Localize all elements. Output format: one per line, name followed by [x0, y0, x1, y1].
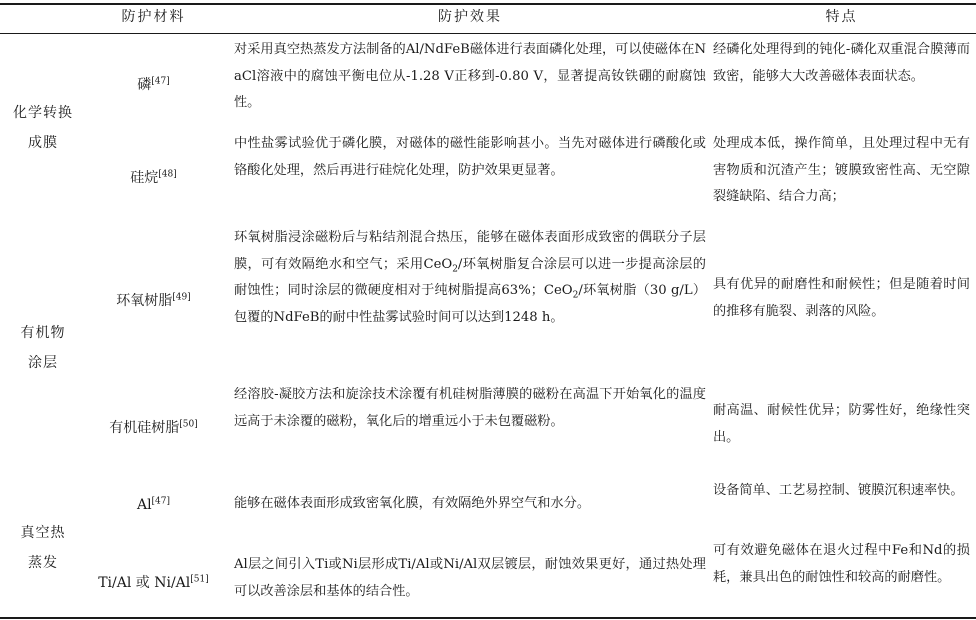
table-bottom-rule	[0, 617, 976, 619]
effect-text-part: 环氧树脂浸涂磁粉后与粘结剂混合热压，能够在磁体表面形成致密的偶联分子层膜，可有效隔绝水和空气；采用CeO	[234, 230, 706, 272]
effect-cell: 经溶胶-凝胶方法和旋涂技术涂覆有机硅树脂薄膜的磁粉在高温下开始氧化的温度远高于未涂覆的磁粉，氧化后的增重远小于未包覆磁粉。	[234, 387, 706, 429]
header-feature: 特点	[825, 9, 858, 25]
table-header-rule	[0, 33, 976, 34]
reference-mark: [50]	[179, 419, 198, 430]
material-name: 有机硅树脂	[109, 420, 180, 436]
category-line: 蒸发	[28, 555, 58, 571]
feature-cell: 处理成本低，操作简单，且处理过程中无有害物质和沉渣产生；镀膜致密性高、无空隙裂缝缺陷、结合力高；	[713, 136, 970, 204]
material-name: Ti/Al 或 Ni/Al	[98, 575, 191, 591]
material-name: 磷	[137, 77, 152, 93]
material-name: 环氧树脂	[116, 293, 173, 309]
feature-cell: 耐高温、耐候性优异；防雾性好，绝缘性突出。	[713, 403, 970, 445]
category-line: 涂层	[28, 355, 58, 371]
category-chemical-conversion	[0, 98, 86, 158]
subscript: 2	[572, 290, 579, 301]
reference-mark: [51]	[190, 574, 209, 585]
effect-cell: 对采用真空热蒸发方法制备的Al/NdFeB磁体进行表面磷化处理，可以使磁体在NaCl溶液中的腐蚀平衡电位从-1.28 V正移到-0.80 V，显著提高钕铁硼的耐腐蚀性。	[234, 42, 706, 110]
material-silicone-resin	[86, 417, 221, 439]
reference-mark: [47]	[151, 496, 171, 507]
effect-cell: Al层之间引入Ti或Ni层形成Ti/Al或Ni/Al双层镀层，耐蚀效果更好，通过热处理可以改善涂层和基体的结合性。	[234, 557, 706, 599]
subscript: 2	[452, 264, 458, 275]
material-ti-al-ni-al	[86, 572, 221, 594]
material-epoxy-resin	[86, 290, 221, 312]
material-silane	[86, 167, 221, 189]
material-aluminum	[86, 494, 221, 516]
header-material: 防护材料	[121, 9, 186, 25]
effect-cell	[234, 225, 706, 331]
category-organic-coating	[0, 318, 86, 378]
material-name: 硅烷	[130, 170, 159, 186]
table-top-rule	[0, 3, 976, 5]
category-line: 真空热	[20, 525, 66, 541]
reference-mark: [49]	[172, 292, 191, 303]
reference-mark: [47]	[151, 76, 170, 87]
effect-text-part: /环氧树脂复合涂层可以进一步提高涂层的耐蚀性；同时涂层的微硬度相对于纯树脂提高63%；CeO	[234, 256, 706, 298]
category-line: 成膜	[28, 135, 58, 151]
category-line: 有机物	[20, 325, 66, 341]
material-name: Al	[136, 497, 152, 513]
effect-cell: 能够在磁体表面形成致密氧化膜，有效隔绝外界空气和水分。	[234, 496, 591, 511]
reference-mark: [48]	[158, 169, 177, 180]
feature-cell: 经磷化处理得到的钝化-磷化双重混合膜薄而致密，能够大大改善磁体表面状态。	[713, 42, 970, 84]
effect-cell: 中性盐雾试验优于磷化膜，对磁体的磁性能影响甚小。当先对磁体进行磷酸化或铬酸化处理，然后再进行硅烷化处理，防护效果更显著。	[234, 136, 706, 178]
feature-cell: 具有优异的耐磨性和耐候性；但是随着时间的推移有脆裂、剥落的风险。	[713, 277, 970, 319]
feature-cell: 可有效避免磁体在退火过程中Fe和Nd的损耗，兼具出色的耐蚀性和较高的耐磨性。	[713, 543, 970, 585]
category-line: 化学转换	[13, 105, 73, 121]
feature-cell: 设备简单、工艺易控制、镀膜沉积速率快。	[713, 483, 964, 498]
effect-text-part: /环氧树脂（30 g/L）包覆的NdFeB的耐中性盐雾试验时间可以达到1248 h。	[234, 283, 707, 325]
header-effect: 防护效果	[438, 9, 502, 25]
category-vacuum-evaporation	[0, 518, 86, 578]
material-phosphorus	[86, 74, 221, 96]
